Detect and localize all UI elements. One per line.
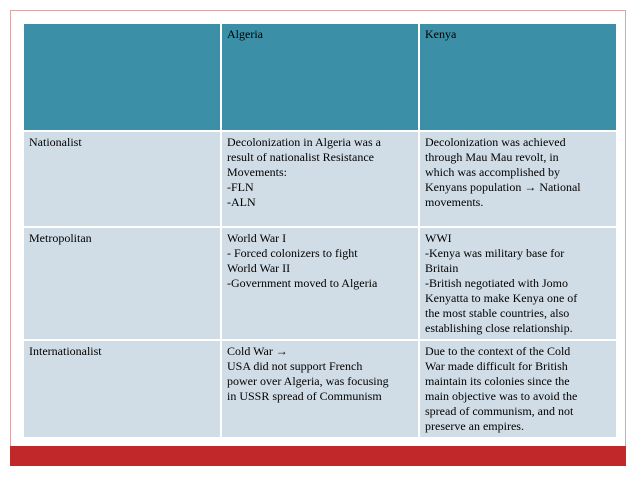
cell-text-line: power over Algeria, was focusing bbox=[227, 374, 389, 388]
cell-text-line: WWI bbox=[425, 231, 452, 245]
cell-text-line: Britain bbox=[425, 261, 459, 275]
table-row bbox=[24, 341, 616, 437]
cell-text-line: War made difficult for British bbox=[425, 359, 568, 373]
cell-text-line: Decolonization was achieved bbox=[425, 135, 566, 149]
cell-text-line: World War I bbox=[227, 231, 287, 245]
cell-text-line: -ALN bbox=[227, 195, 256, 209]
cell-text-line: preserve an empires. bbox=[425, 419, 524, 433]
cell-algeria-metropolitan bbox=[222, 228, 418, 339]
cell-text-line: - Forced colonizers to fight bbox=[227, 246, 358, 260]
cell-text-line: establishing close relationship. bbox=[425, 321, 573, 335]
cell-text-line: result of nationalist Resistance bbox=[227, 150, 374, 164]
header-row bbox=[24, 24, 616, 130]
header-cell-empty bbox=[24, 24, 220, 130]
cell-kenya-metropolitan bbox=[420, 228, 616, 339]
cell-text-line: movements. bbox=[425, 195, 484, 209]
cell-text-line: -British negotiated with Jomo bbox=[425, 276, 568, 290]
cell-text-line: -Kenya was military base for bbox=[425, 246, 565, 260]
row-label-nationalist: Nationalist bbox=[24, 132, 220, 226]
cell-text-line: the most stable countries, also bbox=[425, 306, 570, 320]
cell-text-line: USA did not support French bbox=[227, 359, 363, 373]
header-cell-kenya: Kenya bbox=[420, 24, 616, 130]
header-cell-algeria: Algeria bbox=[222, 24, 418, 130]
cell-text-line: maintain its colonies since the bbox=[425, 374, 570, 388]
cell-text-line: which was accomplished by bbox=[425, 165, 560, 179]
cell-kenya-nationalist bbox=[420, 132, 616, 226]
cell-algeria-nationalist bbox=[222, 132, 418, 226]
cell-text-line: spread of communism, and not bbox=[425, 404, 574, 418]
comparison-table bbox=[22, 22, 618, 439]
row-label-internationalist: Internationalist bbox=[24, 341, 220, 437]
cell-text-line: -FLN bbox=[227, 180, 254, 194]
cell-text-line: Kenyans population → National bbox=[425, 180, 581, 194]
cell-text-line: Decolonization in Algeria was a bbox=[227, 135, 381, 149]
cell-algeria-internationalist bbox=[222, 341, 418, 437]
bottom-accent-bar bbox=[10, 446, 626, 466]
table-row bbox=[24, 132, 616, 226]
cell-text-line: Kenyatta to make Kenya one of bbox=[425, 291, 578, 305]
cell-text-line: World War II bbox=[227, 261, 291, 275]
cell-text-line: in USSR spread of Communism bbox=[227, 389, 382, 403]
row-label-metropolitan: Metropolitan bbox=[24, 228, 220, 339]
table-row bbox=[24, 228, 616, 339]
cell-kenya-internationalist bbox=[420, 341, 616, 437]
cell-text-line: -Government moved to Algeria bbox=[227, 276, 378, 290]
cell-text-line: through Mau Mau revolt, in bbox=[425, 150, 559, 164]
cell-text-line: Movements: bbox=[227, 165, 287, 179]
cell-text-line: Due to the context of the Cold bbox=[425, 344, 571, 358]
cell-text-line: main objective was to avoid the bbox=[425, 389, 578, 403]
cell-text-line: Cold War → bbox=[227, 344, 288, 358]
